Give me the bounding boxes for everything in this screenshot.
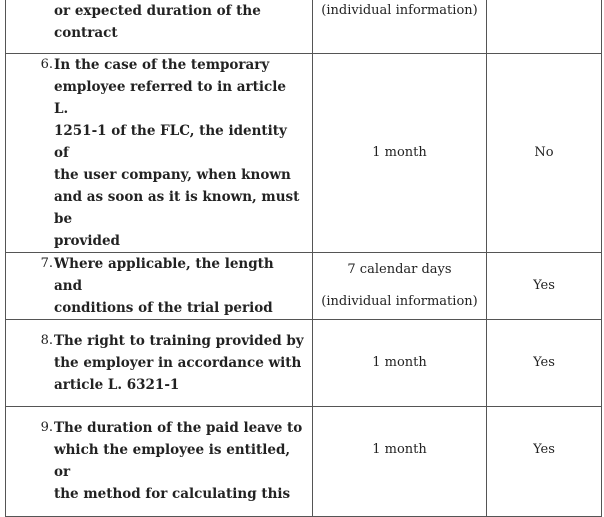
item-cell [6,407,313,517]
item-number: 6. [40,57,53,72]
table-row [6,253,602,320]
deadline-cell [313,320,487,407]
deadline-cell [313,0,487,54]
applies-cell [487,407,602,517]
deadline-text: (individual information) [321,3,478,18]
deadline-text: 1 month [372,355,427,370]
table-row [6,0,602,54]
table-row [6,54,602,253]
item-number [6,0,53,44]
item-number: 8. [40,333,53,348]
deadline-text: 1 month [372,442,427,457]
item-text: In the case of the temporary employee referred to in article L. 1251-1 of the FLC, the identity of the user company, when known and as soon as it is known, must be provided [54,57,300,249]
deadline-cell [313,54,487,253]
deadline-text: 1 month [372,145,427,160]
deadline-cell [313,253,487,320]
information-table [5,0,602,517]
deadline-note: (individual information) [321,294,478,309]
deadline-cell [313,407,487,517]
applies-text: Yes [533,355,555,370]
applies-text: Yes [533,278,555,293]
item-cell [6,320,313,407]
item-number: 7. [40,256,53,271]
applies-cell [487,54,602,253]
item-cell [6,0,313,54]
applies-text: No [534,145,554,160]
applies-cell [487,320,602,407]
applies-cell [487,0,602,54]
item-number: 9. [40,420,53,435]
item-cell [6,54,313,253]
item-text: or expected duration of the contract [54,3,261,41]
item-text: The right to training provided by the employer in accordance with article L. 6321-1 [54,333,304,393]
item-text: The duration of the paid leave to which the employee is entitled, or the method for calculating this [54,420,303,502]
table-row [6,407,602,517]
applies-text: Yes [533,442,555,457]
deadline-text: 7 calendar days [347,262,452,277]
applies-cell [487,253,602,320]
item-text: Where applicable, the length and conditions of the trial period [54,256,274,316]
item-cell [6,253,313,320]
table-row [6,320,602,407]
